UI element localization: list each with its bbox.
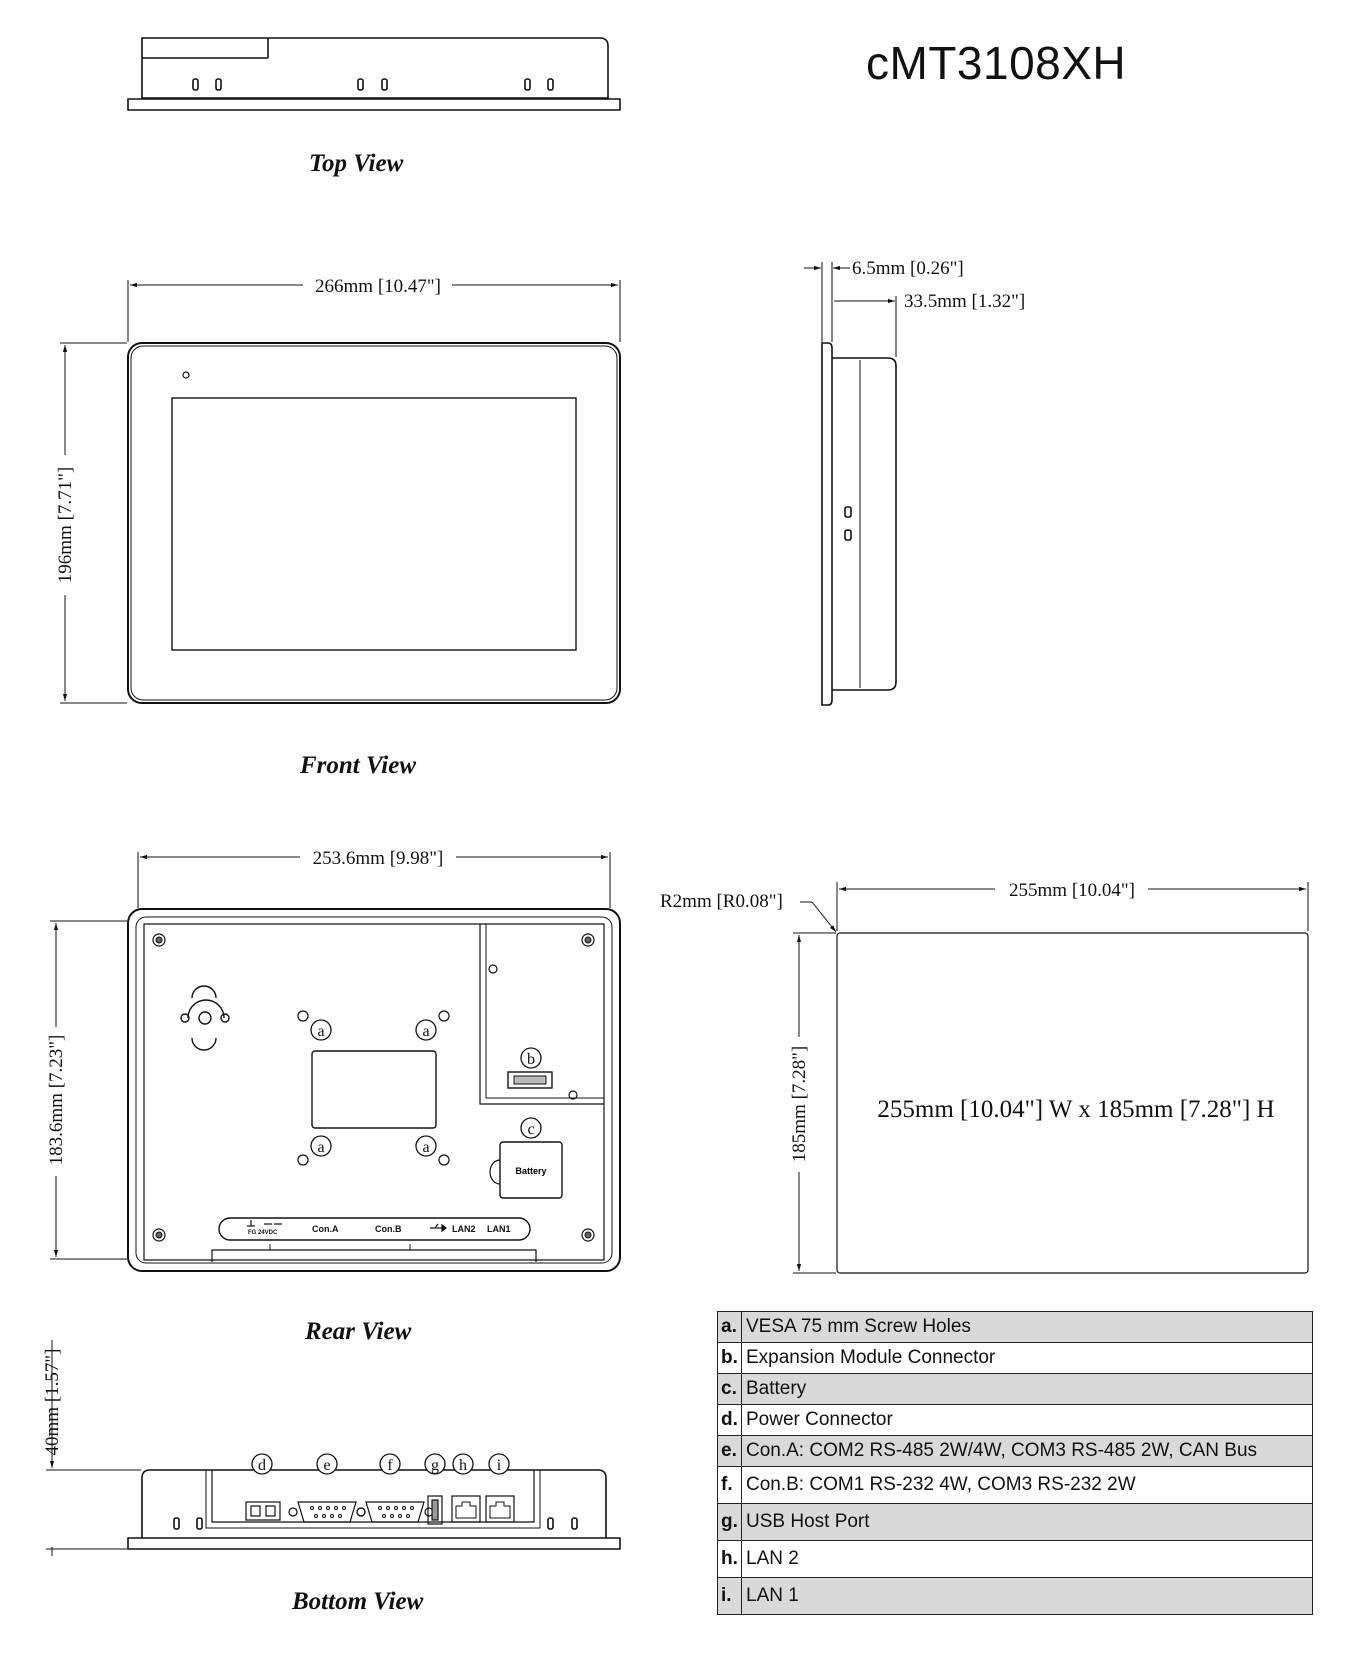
lan2-port-icon bbox=[452, 1496, 480, 1522]
cutout-height-dimension: 185mm [7.28"] bbox=[789, 1045, 810, 1163]
power-connector-icon bbox=[246, 1502, 280, 1520]
con-b-label: Con.B bbox=[375, 1224, 402, 1234]
front-width-dimension: 266mm [10.47"] bbox=[315, 276, 441, 297]
legend-key: c. bbox=[718, 1374, 742, 1405]
cutout-size-label: 255mm [10.04"] W x 185mm [7.28"] H bbox=[877, 1096, 1275, 1123]
legend-row bbox=[718, 1541, 1313, 1578]
usb-symbol-icon bbox=[430, 1224, 446, 1231]
usb-port-icon bbox=[428, 1496, 442, 1524]
front-height-dimension: 196mm [7.71"] bbox=[55, 466, 76, 584]
legend-key: b. bbox=[718, 1343, 742, 1374]
legend-row bbox=[718, 1467, 1313, 1504]
callout-d: d bbox=[258, 1457, 266, 1474]
callout-a-top-left: a bbox=[317, 1023, 325, 1040]
callout-h: h bbox=[459, 1457, 467, 1474]
legend-key: g. bbox=[718, 1504, 742, 1541]
bottom-height-dimension: 40mm [1.57"] bbox=[42, 1348, 63, 1456]
legend-text: LAN 1 bbox=[742, 1578, 1313, 1615]
legend-text: Expansion Module Connector bbox=[742, 1343, 1313, 1374]
legend-key: i. bbox=[718, 1578, 742, 1615]
legend-key: d. bbox=[718, 1405, 742, 1436]
callout-a-bottom-left: a bbox=[317, 1139, 325, 1156]
legend-row bbox=[718, 1578, 1313, 1615]
callout-i: i bbox=[496, 1457, 502, 1474]
callout-a-bottom-right: a bbox=[422, 1139, 430, 1156]
bottom-view bbox=[128, 1470, 620, 1549]
side-view bbox=[822, 343, 896, 705]
legend-text: Battery bbox=[742, 1374, 1313, 1405]
lan1-port-icon bbox=[486, 1496, 514, 1522]
expansion-connector-icon bbox=[508, 1072, 552, 1088]
legend-row bbox=[718, 1343, 1313, 1374]
con-b-db9-icon bbox=[357, 1502, 433, 1522]
legend-text: VESA 75 mm Screw Holes bbox=[742, 1312, 1313, 1343]
vent-icon bbox=[181, 986, 229, 1050]
callout-f: f bbox=[387, 1457, 393, 1474]
legend-text: LAN 2 bbox=[742, 1541, 1313, 1578]
model-title: cMT3108XH bbox=[866, 37, 1127, 89]
rear-width-dimension: 253.6mm [9.98"] bbox=[312, 848, 444, 869]
rear-height-dimension: 183.6mm [7.23"] bbox=[46, 1034, 67, 1166]
legend-key: h. bbox=[718, 1541, 742, 1578]
legend-row bbox=[718, 1312, 1313, 1343]
legend-row bbox=[718, 1436, 1313, 1467]
front-view-label: Front View bbox=[300, 752, 417, 779]
24vdc-label: 24VDC bbox=[258, 1230, 278, 1236]
callout-b: b bbox=[527, 1051, 535, 1068]
cutout-width-dimension: 255mm [10.04"] bbox=[1009, 880, 1135, 901]
callout-a-top-right: a bbox=[422, 1023, 430, 1040]
lan1-label: LAN1 bbox=[487, 1224, 511, 1234]
legend-row bbox=[718, 1374, 1313, 1405]
cutout-dimensions bbox=[793, 882, 1308, 1273]
legend-row bbox=[718, 1504, 1313, 1541]
legend-key: e. bbox=[718, 1436, 742, 1467]
legend-text: Con.A: COM2 RS-485 2W/4W, COM3 RS-485 2W, CAN Bus bbox=[742, 1436, 1313, 1467]
top-view-label: Top View bbox=[309, 150, 404, 177]
top-view bbox=[128, 38, 620, 110]
callout-c: c bbox=[527, 1121, 535, 1138]
bottom-callouts bbox=[252, 1454, 509, 1474]
callout-e: e bbox=[323, 1457, 331, 1474]
rear-callouts bbox=[311, 1020, 541, 1156]
con-a-label: Con.A bbox=[312, 1224, 339, 1234]
legend-text: USB Host Port bbox=[742, 1504, 1313, 1541]
side-bezel-dimension: 6.5mm [0.26"] bbox=[852, 258, 964, 279]
fg-label: FG bbox=[248, 1230, 257, 1236]
legend-row bbox=[718, 1405, 1313, 1436]
legend-table bbox=[717, 1311, 1313, 1615]
power-led-icon bbox=[183, 372, 189, 378]
rear-view bbox=[128, 909, 620, 1271]
callout-g: g bbox=[431, 1457, 439, 1474]
con-a-db9-icon bbox=[289, 1502, 365, 1522]
battery-label: Battery bbox=[515, 1166, 547, 1176]
lan2-label: LAN2 bbox=[452, 1224, 476, 1234]
front-view bbox=[128, 343, 620, 703]
legend-key: a. bbox=[718, 1312, 742, 1343]
ground-symbol-icon bbox=[247, 1220, 282, 1226]
legend-key: f. bbox=[718, 1467, 742, 1504]
rear-view-label: Rear View bbox=[305, 1318, 412, 1345]
cutout-radius-dimension: R2mm [R0.08"] bbox=[660, 891, 783, 912]
bottom-view-label: Bottom View bbox=[292, 1588, 424, 1615]
legend-text: Con.B: COM1 RS-232 4W, COM3 RS-232 2W bbox=[742, 1467, 1313, 1504]
side-depth-dimension: 33.5mm [1.32"] bbox=[904, 291, 1026, 312]
legend-text: Power Connector bbox=[742, 1405, 1313, 1436]
